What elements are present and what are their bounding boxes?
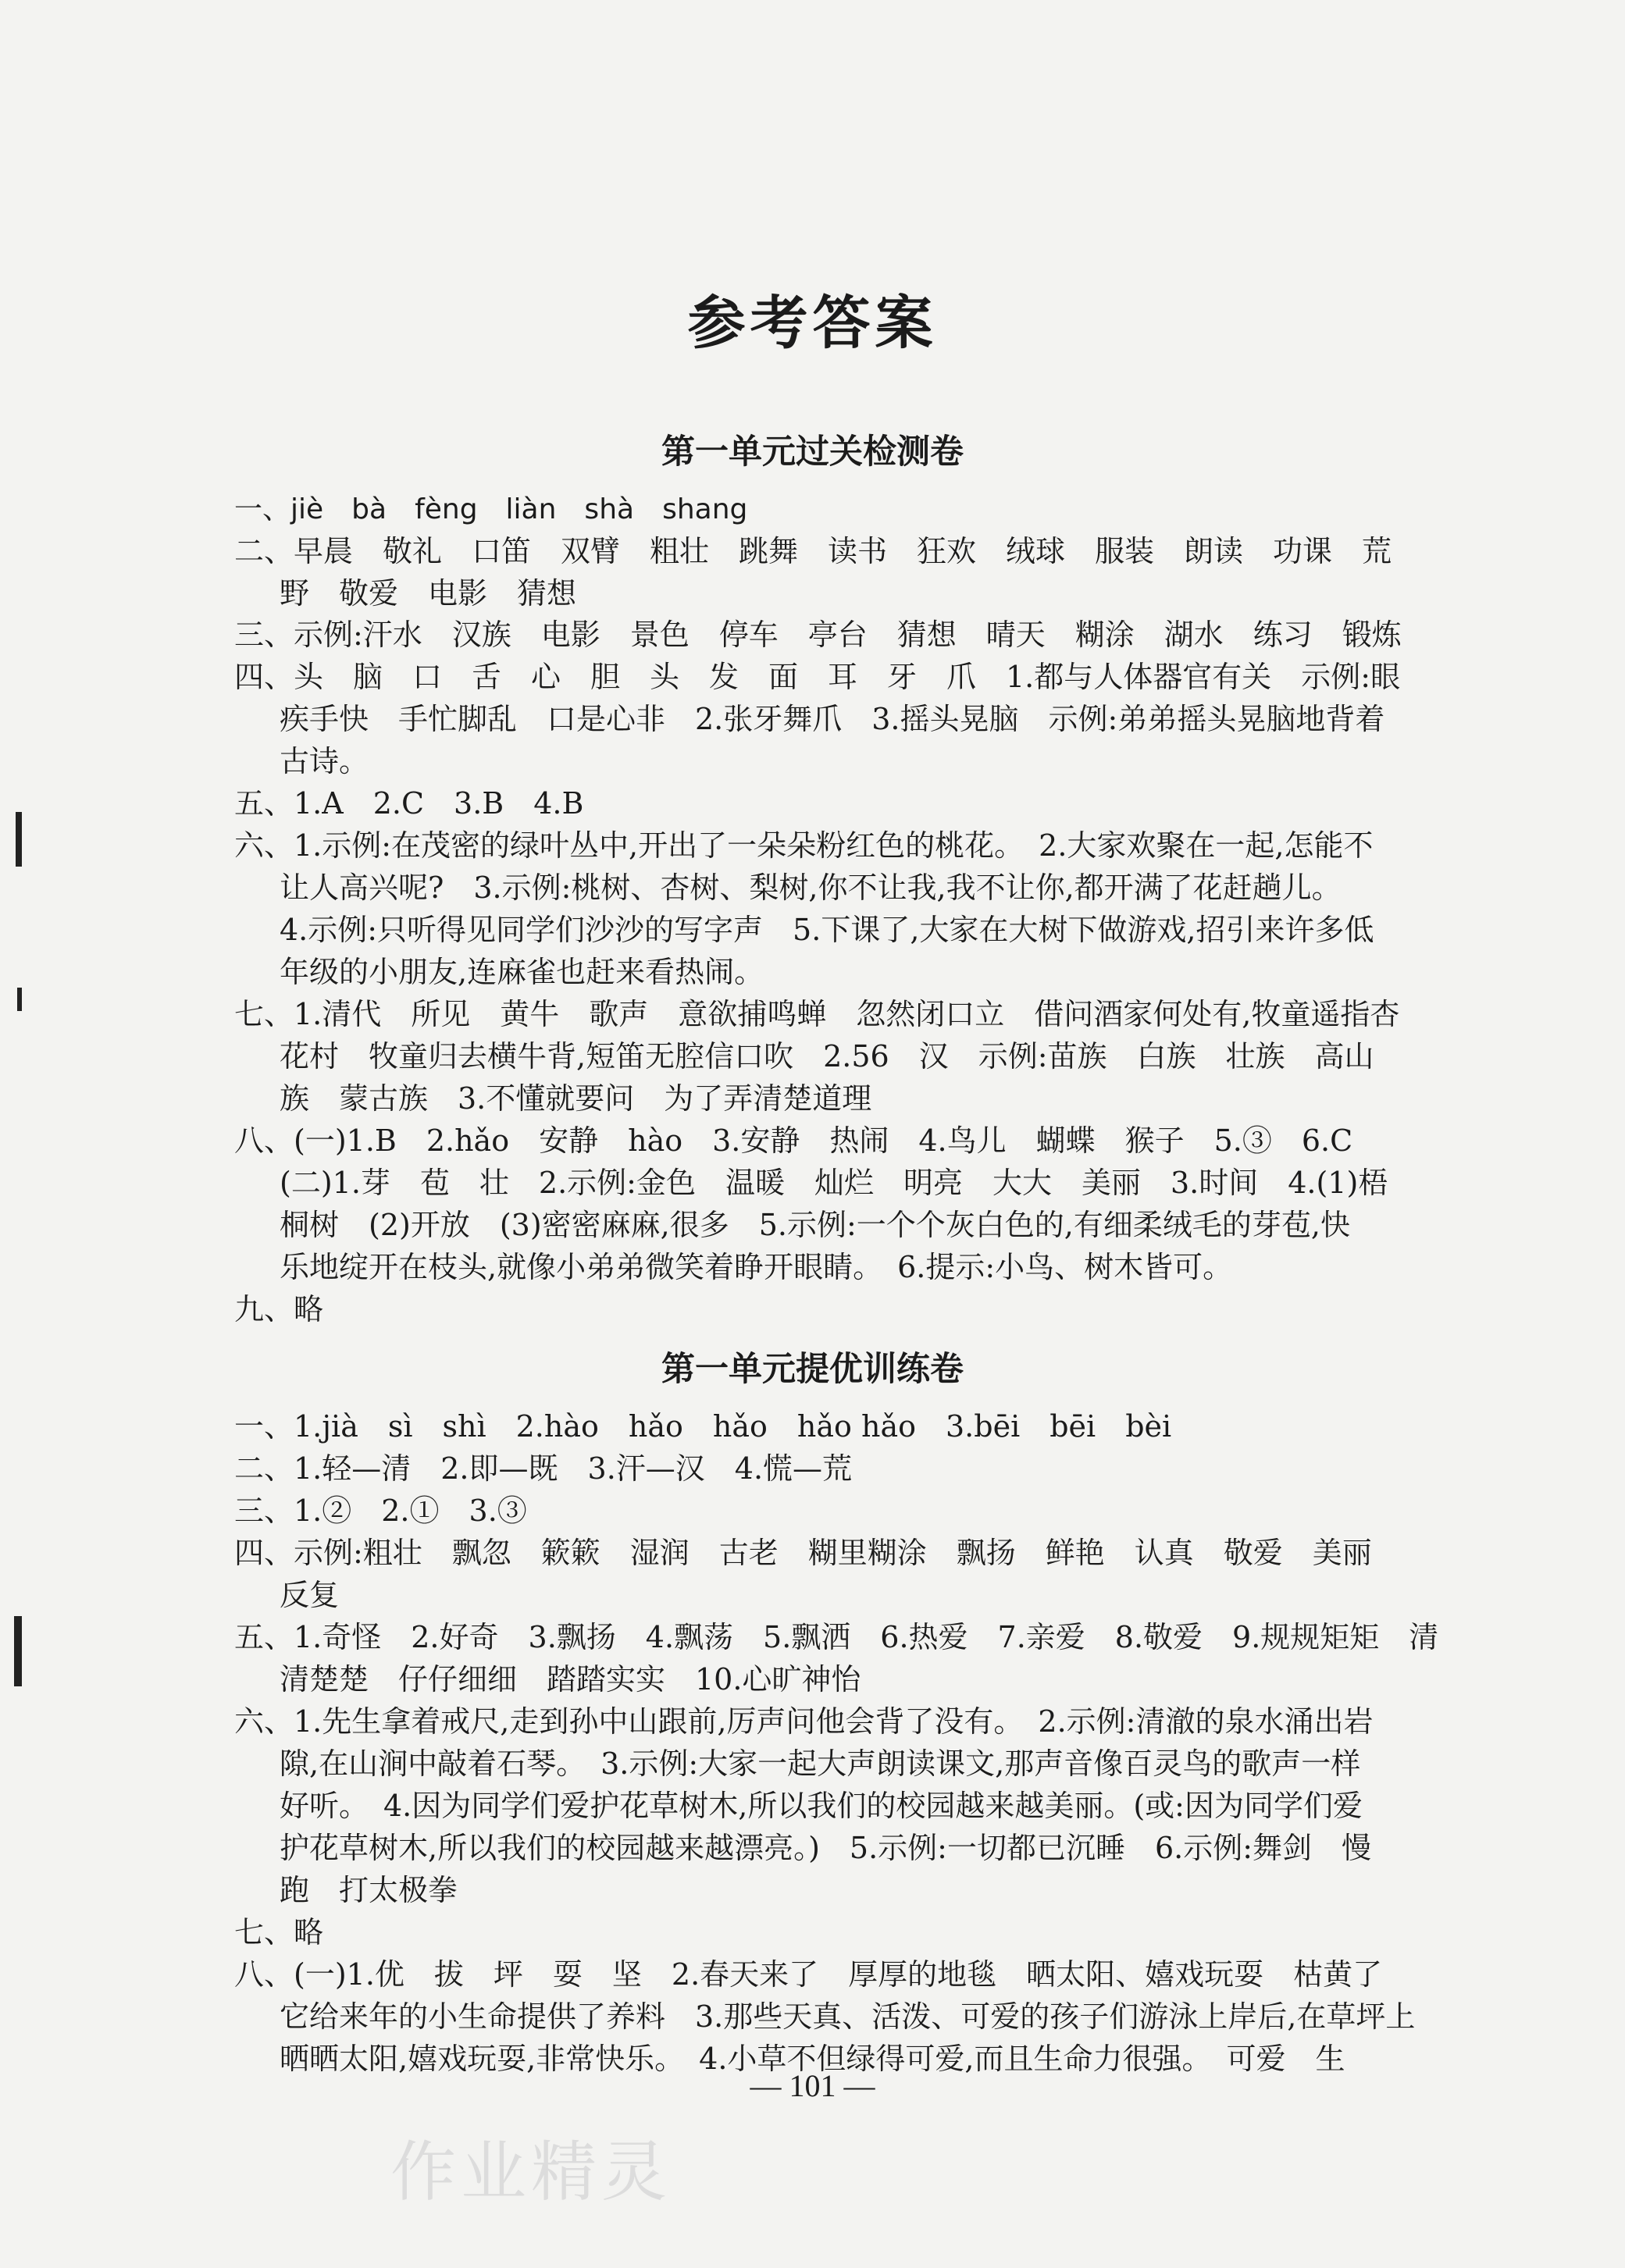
section-heading-2: 第一单元提优训练卷 bbox=[661, 1350, 964, 1389]
answer-line: 五、1.A 2.C 3.B 4.B bbox=[234, 786, 584, 821]
page-number: — 101 — bbox=[750, 2068, 875, 2103]
answer-line: 它给来年的小生命提供了养料 3.那些天真、活泼、可爱的孩子们游泳上岸后,在草坪上 bbox=[280, 1999, 1416, 2034]
answer-line: 一、1.jià sì shì 2.hào hǎo hǎo hǎo hǎo 3.bēi bēi bèi bbox=[234, 1409, 1172, 1444]
answer-line: 清楚楚 仔仔细细 踏踏实实 10.心旷神怡 bbox=[280, 1662, 861, 1697]
answer-line: 八、(一)1.优 拔 坪 耍 坚 2.春天来了 厚厚的地毯 晒太阳、嬉戏玩耍 枯黄了 bbox=[234, 1957, 1383, 1992]
answer-line: 二、早晨 敬礼 口笛 双臂 粗壮 跳舞 读书 狂欢 绒球 服装 朗读 功课 荒 bbox=[234, 534, 1392, 568]
answer-line: 4.示例:只听得见同学们沙沙的写字声 5.下课了,大家在大树下做游戏,招引来许多低 bbox=[280, 913, 1374, 947]
answer-line: 隙,在山涧中敲着石琴。 3.示例:大家一起大声朗读课文,那声音像百灵鸟的歌声一样 bbox=[280, 1746, 1361, 1781]
answer-line: 花村 牧童归去横牛背,短笛无腔信口吹 2.56 汉 示例:苗族 白族 壮族 高山 bbox=[280, 1039, 1374, 1073]
answer-line: 六、1.先生拿着戒尺,走到孙中山跟前,厉声问他会背了没有。 2.示例:清澈的泉水涌出岩 bbox=[234, 1704, 1374, 1739]
scan-mark bbox=[14, 1616, 22, 1686]
answer-line: 晒晒太阳,嬉戏玩耍,非常快乐。 4.小草不但绿得可爱,而且生命力很强。 可爱 生 bbox=[280, 2042, 1345, 2076]
answer-line: 反复 bbox=[280, 1578, 340, 1612]
answer-line: 六、1.示例:在茂密的绿叶丛中,开出了一朵朵粉红色的桃花。 2.大家欢聚在一起,怎能不 bbox=[234, 828, 1374, 863]
answer-line: 一、jiè bà fèng liàn shà shang bbox=[234, 493, 748, 525]
answer-line: 三、1.② 2.① 3.③ bbox=[234, 1494, 527, 1528]
answer-line: 四、示例:粗壮 飘忽 簌簌 湿润 古老 糊里糊涂 飘扬 鲜艳 认真 敬爱 美丽 bbox=[234, 1536, 1372, 1570]
answer-line: 五、1.奇怪 2.好奇 3.飘扬 4.飘荡 5.飘洒 6.热爱 7.亲爱 8.敬爱 9.规规矩矩 清 bbox=[234, 1620, 1439, 1654]
answer-line: 八、(一)1.B 2.hǎo 安静 hào 3.安静 热闹 4.鸟儿 蝴蝶 猴子 5.③ 6.C bbox=[234, 1123, 1353, 1158]
watermark: 作业精灵 bbox=[390, 2134, 672, 2210]
answer-line: 古诗。 bbox=[280, 744, 369, 778]
answer-line: 跑 打太极拳 bbox=[280, 1873, 458, 1907]
answer-line: 疾手快 手忙脚乱 口是心非 2.张牙舞爪 3.摇头晃脑 示例:弟弟摇头晃脑地背着 bbox=[280, 702, 1385, 736]
scan-mark bbox=[16, 812, 22, 867]
answer-line: 乐地绽开在枝头,就像小弟弟微笑着睁开眼睛。 6.提示:小鸟、树木皆可。 bbox=[280, 1250, 1233, 1284]
page-title: 参考答案 bbox=[687, 290, 938, 357]
answer-line: 桐树 (2)开放 (3)密密麻麻,很多 5.示例:一个个灰白色的,有细柔绒毛的芽苞,快 bbox=[280, 1208, 1350, 1242]
answer-line: 三、示例:汗水 汉族 电影 景色 停车 亭台 猜想 晴天 糊涂 湖水 练习 锻炼 bbox=[234, 618, 1402, 652]
section-heading-1: 第一单元过关检测卷 bbox=[661, 433, 964, 472]
answer-line: 族 蒙古族 3.不懂就要问 为了弄清楚道理 bbox=[280, 1081, 872, 1116]
answer-line: 四、头 脑 口 舌 心 胆 头 发 面 耳 牙 爪 1.都与人体器官有关 示例:眼 bbox=[234, 660, 1401, 694]
answer-line: 七、1.清代 所见 黄牛 歌声 意欲捕鸣蝉 忽然闭口立 借问酒家何处有,牧童遥指杏 bbox=[234, 997, 1400, 1031]
answer-line: (二)1.芽 苞 壮 2.示例:金色 温暖 灿烂 明亮 大大 美丽 3.时间 4.(1)梧 bbox=[280, 1166, 1388, 1200]
answer-line: 九、略 bbox=[234, 1292, 324, 1326]
answer-line: 年级的小朋友,连麻雀也赶来看热闹。 bbox=[280, 955, 764, 989]
answer-line: 让人高兴呢? 3.示例:桃树、杏树、梨树,你不让我,我不让你,都开满了花赶趟儿。 bbox=[280, 871, 1342, 905]
scan-mark bbox=[17, 988, 22, 1011]
answer-line: 七、略 bbox=[234, 1915, 324, 1949]
answer-line: 野 敬爱 电影 猜想 bbox=[280, 576, 577, 611]
answer-line: 好听。 4.因为同学们爱护花草树木,所以我们的校园越来越美丽。(或:因为同学们爱 bbox=[280, 1789, 1363, 1823]
answer-line: 二、1.轻—清 2.即—既 3.汗—汉 4.慌—荒 bbox=[234, 1451, 853, 1486]
answer-line: 护花草树木,所以我们的校园越来越漂亮。) 5.示例:一切都已沉睡 6.示例:舞剑 慢 bbox=[280, 1831, 1372, 1865]
